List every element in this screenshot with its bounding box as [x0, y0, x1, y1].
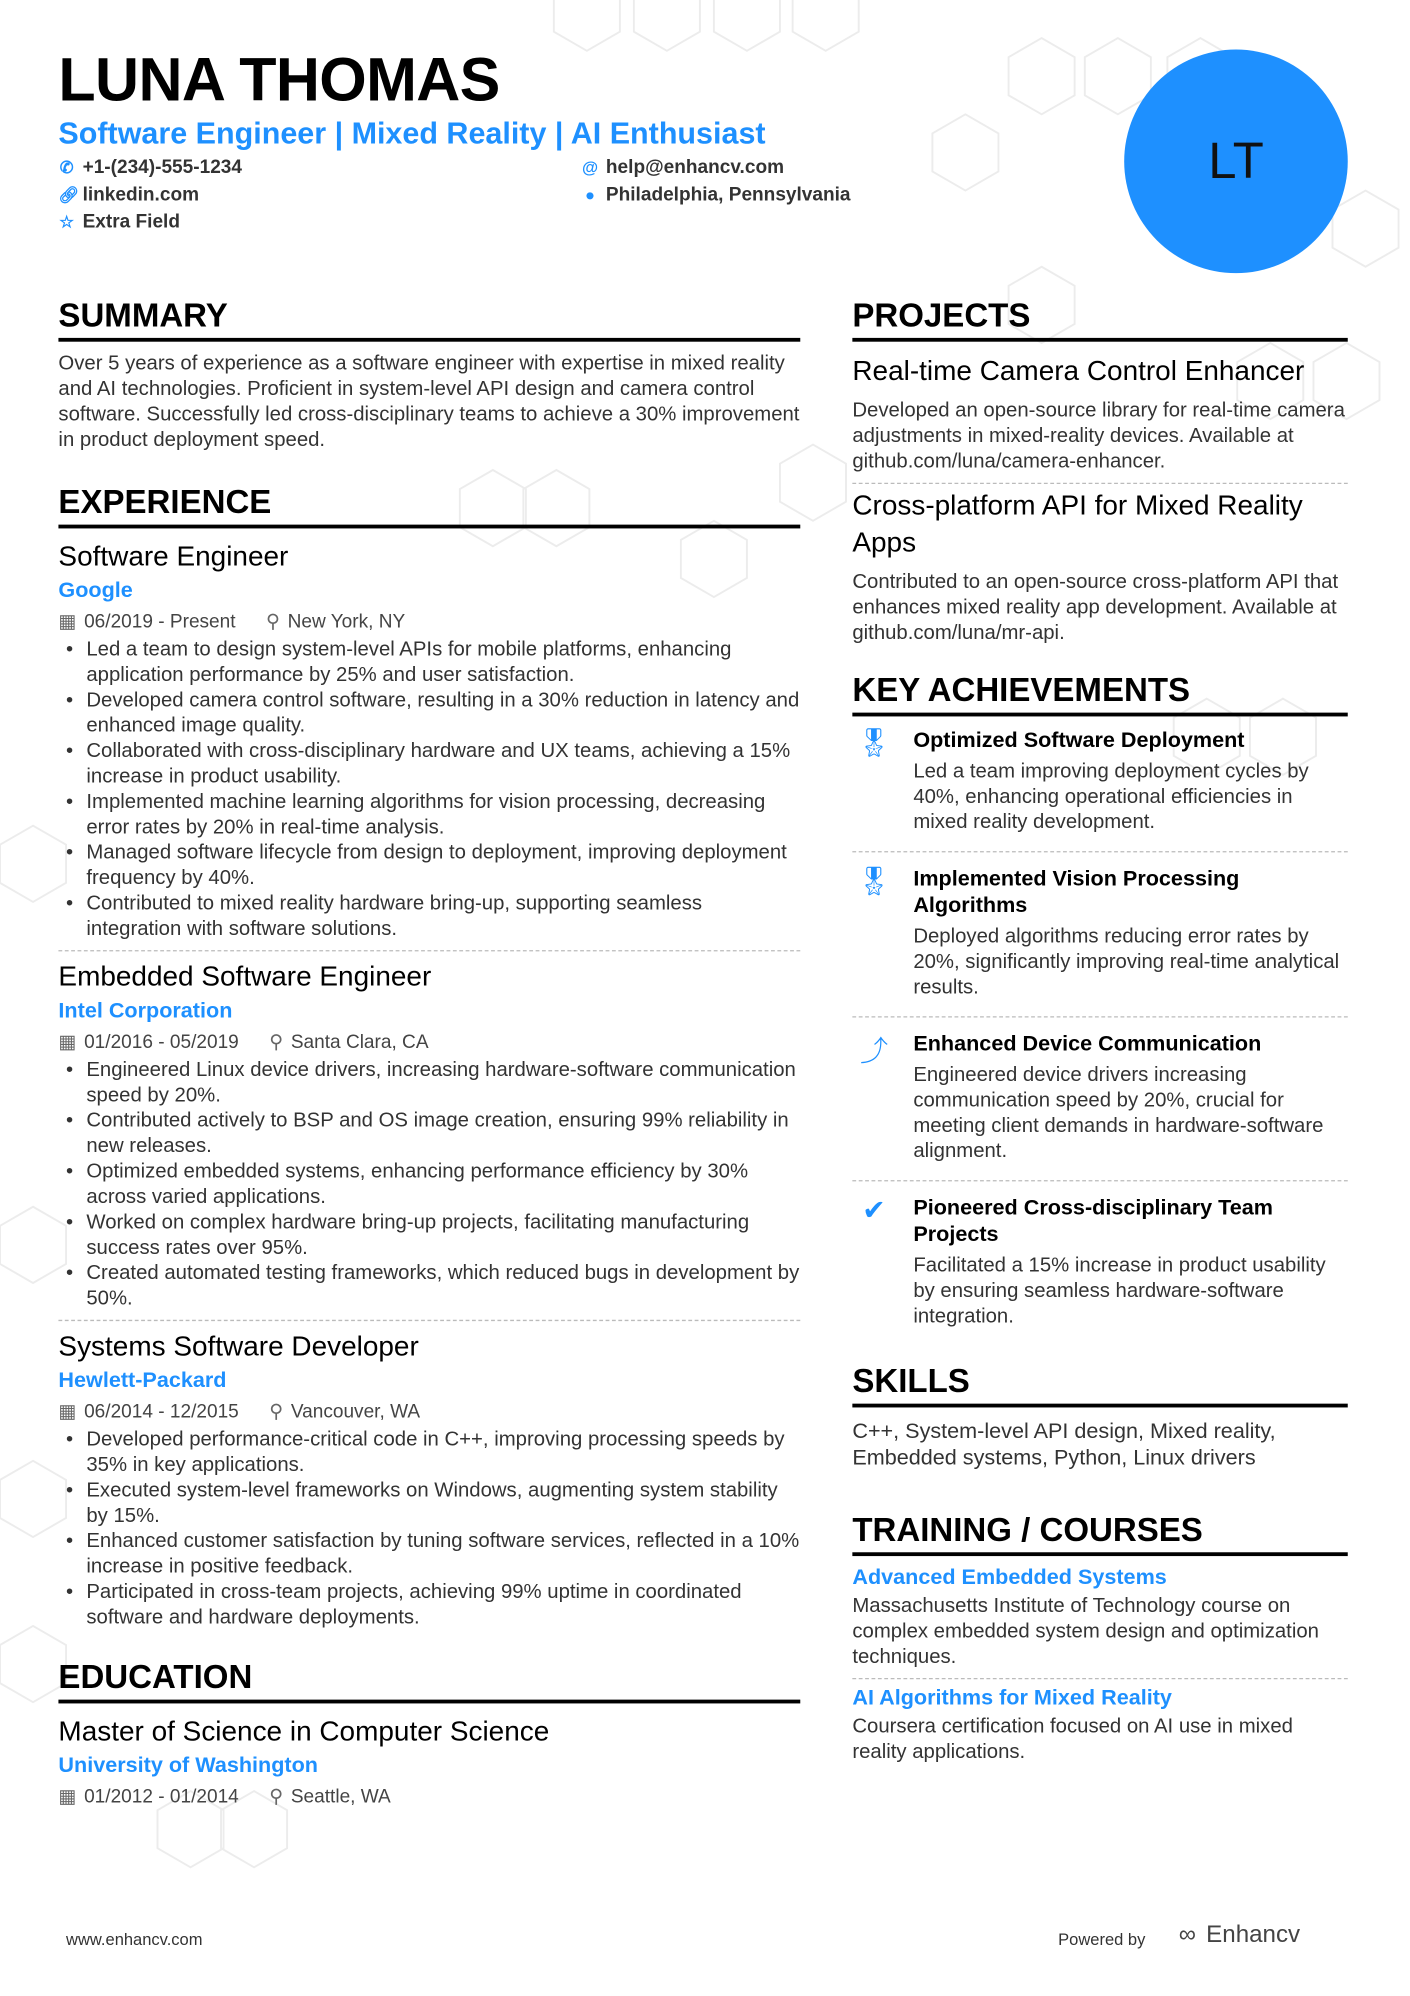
achievement-content [913, 1194, 1347, 1330]
location [582, 184, 851, 206]
avatar-initials: LT [1208, 132, 1264, 189]
job-bullet: • Enhanced customer satisfaction by tuning software services, reflected in a 10% increase in positive feedback. [58, 1529, 800, 1580]
education-location: Seattle, WA [290, 1785, 391, 1808]
calendar-icon: ▦ [58, 1401, 77, 1423]
job-location-wrap [266, 607, 405, 637]
avatar [1124, 50, 1348, 274]
hexagon-shape [554, 0, 620, 51]
achievement-title: Optimized Software Deployment [913, 727, 1245, 752]
hexagon-shape [0, 1461, 66, 1537]
job-dates-wrap [58, 1028, 238, 1058]
divider [852, 1180, 1347, 1181]
checkmark-icon: ✔ [862, 1194, 886, 1226]
enhancv-logo-icon: ∞ [1178, 1921, 1197, 1949]
candidate-title: Software Engineer | Mixed Reality | AI Enthusiast [58, 116, 766, 152]
degree: Master of Science in Computer Science [58, 1714, 550, 1747]
hexagon-shape [932, 114, 998, 190]
experience-entry [58, 959, 800, 1321]
location-pin-icon: ⚲ [269, 1401, 284, 1423]
candidate-name: LUNA THOMAS [58, 46, 500, 115]
achievement-description: Engineered device drivers increasing communication speed by 20%, crucial for meeting client demands in hardware-software alignment. [913, 1064, 1324, 1163]
job-meta [58, 1397, 800, 1427]
right-column [852, 295, 1347, 1766]
job-role: Software Engineer [58, 539, 289, 572]
calendar-icon: ▦ [58, 1785, 77, 1808]
experience-entry [58, 1329, 800, 1631]
location-pin-icon: ● [585, 185, 596, 205]
education-heading: EDUCATION [58, 1656, 800, 1703]
course-title: AI Algorithms for Mixed Reality [852, 1685, 1172, 1710]
enhancv-logo-text: Enhancv [1206, 1921, 1301, 1949]
location-text: Philadelphia, Pennsylvania [605, 184, 851, 206]
footer-powered-by: Powered by [1058, 1929, 1146, 1949]
phone-icon: ✆ [59, 156, 74, 176]
achievement-item [852, 1184, 1347, 1338]
job-role: Embedded Software Engineer [58, 960, 432, 993]
hexagon-shape [714, 0, 780, 51]
skills-heading: SKILLS [852, 1360, 1347, 1407]
hexagon-shape [0, 1626, 66, 1702]
job-bullet: • Contributed actively to BSP and OS image creation, ensuring 99% reliability in new releases. [58, 1109, 800, 1160]
extra-field-text: Extra Field [82, 210, 181, 233]
job-bullet: • Participated in cross-team projects, achieving 99% uptime in coordinated software and hardware deployments. [58, 1580, 800, 1631]
phone [58, 156, 242, 178]
projects-heading: PROJECTS [852, 295, 1347, 342]
job-bullet: • Optimized embedded systems, enhancing performance efficiency by 30% across varied applications. [58, 1160, 800, 1211]
extra-field [58, 211, 180, 233]
achievements-heading: KEY ACHIEVEMENTS [852, 669, 1347, 716]
job-meta [58, 607, 800, 637]
achievement-content [913, 865, 1347, 1001]
achievement-item [852, 716, 1347, 843]
summary-text: Over 5 years of experience as a software engineer with expertise in mixed reality and AI technologies. Proficient in system-level API design and camera control software. Successfully led cross-disciplinary teams to achieve a 30% improvement in product deployment speed. [58, 353, 800, 451]
project-title: Real-time Camera Control Enhancer [852, 354, 1305, 387]
job-bullet: • Contributed to mixed reality hardware bring-up, supporting seamless integration with software solutions. [58, 892, 800, 943]
achievement-content [913, 727, 1347, 836]
divider [852, 851, 1347, 852]
school: University of Washington [58, 1752, 318, 1778]
job-role: Systems Software Developer [58, 1329, 419, 1362]
job-bullet: • Collaborated with cross-disciplinary hardware and UX teams, achieving a 15% increase in product usability. [58, 739, 800, 790]
route-icon: ⤴ [859, 1035, 888, 1068]
hexagon-shape [793, 0, 859, 51]
divider [852, 1016, 1347, 1017]
achievement-title: Enhanced Device Communication [913, 1031, 1262, 1056]
hexagon-shape [0, 826, 66, 902]
job-dates: 01/2016 - 05/2019 [84, 1031, 239, 1054]
course-description: Coursera certification focused on AI use in mixed reality applications. [852, 1716, 1293, 1764]
job-dates: 06/2019 - Present [84, 610, 236, 633]
at-icon: @ [581, 157, 599, 177]
hexagon-shape [0, 1207, 66, 1283]
award-ribbon-icon: 🎖︎ [856, 865, 892, 897]
linkedin-link[interactable]: linkedin.com [82, 184, 200, 206]
job-dates-wrap [58, 1397, 238, 1427]
job-bullets [58, 638, 800, 943]
location-pin-icon: ⚲ [266, 610, 281, 633]
courses-list [852, 1561, 1347, 1766]
achievement-content [913, 1030, 1347, 1165]
experience-list [58, 539, 800, 1631]
job-location-wrap [269, 1397, 420, 1427]
job-bullet: • Developed camera control software, resulting in a 30% reduction in latency and enhanced image quality. [58, 688, 800, 739]
course-title: Advanced Embedded Systems [852, 1564, 1167, 1590]
hexagon-shape [634, 0, 700, 51]
job-bullet: • Created automated testing frameworks, which reduced bugs in development by 50%. [58, 1261, 800, 1312]
job-bullets [58, 1058, 800, 1312]
job-bullet: • Managed software lifecycle from design to deployment, improving deployment frequency by 40%. [58, 841, 800, 892]
star-icon: ☆ [59, 211, 75, 231]
divider [58, 1320, 800, 1321]
achievements-list [852, 716, 1347, 1337]
job-location: New York, NY [287, 610, 406, 633]
calendar-icon: ▦ [58, 610, 77, 633]
footer-url[interactable]: www.enhancv.com [66, 1929, 203, 1949]
job-company: Hewlett-Packard [58, 1368, 227, 1393]
training-heading: TRAINING / COURSES [852, 1509, 1347, 1556]
job-location: Vancouver, WA [290, 1401, 421, 1423]
achievement-item [852, 855, 1347, 1009]
experience-heading: EXPERIENCE [58, 481, 800, 528]
divider [852, 483, 1347, 484]
link-icon: 🔗︎ [58, 184, 80, 204]
left-column [58, 295, 800, 1813]
job-bullet: • Executed system-level frameworks on Windows, augmenting system stability by 15%. [58, 1479, 800, 1530]
enhancv-logo[interactable] [1179, 1922, 1300, 1950]
job-dates-wrap [58, 607, 235, 637]
award-ribbon-icon: 🎖︎ [856, 726, 892, 759]
experience-entry [58, 539, 800, 952]
achievement-description: Facilitated a 15% increase in product usability by ensuring seamless hardware-software integration. [913, 1255, 1326, 1328]
hexagon-shape [1009, 38, 1075, 114]
job-bullet: • Engineered Linux device drivers, increasing hardware-software communication speed by 20%. [58, 1058, 800, 1109]
course-description: Massachusetts Institute of Technology course on complex embedded system design and optimization techniques. [852, 1595, 1319, 1668]
calendar-icon: ▦ [58, 1031, 77, 1054]
email[interactable] [582, 156, 784, 178]
projects-list [852, 352, 1347, 647]
education-dates: 01/2012 - 01/2014 [84, 1785, 239, 1808]
skills-text: C++, System-level API design, Mixed reality, Embedded systems, Python, Linux drivers [852, 1418, 1276, 1470]
summary-heading: SUMMARY [58, 295, 800, 342]
phone-text: +1-(234)-555-1234 [82, 156, 243, 178]
job-location: Santa Clara, CA [290, 1031, 429, 1054]
job-bullet: • Developed performance-critical code in C++, improving processing speeds by 35% in key applications. [58, 1428, 800, 1479]
divider [852, 1678, 1347, 1679]
project-description: Contributed to an open-source cross-platform API that enhances mixed reality app development. Available at github.com/luna/mr-api. [852, 571, 1339, 645]
job-location-wrap [269, 1028, 428, 1058]
job-company: Intel Corporation [58, 998, 233, 1023]
achievement-title: Pioneered Cross-disciplinary Team Projects [913, 1195, 1273, 1247]
job-bullet: • Worked on complex hardware bring-up projects, facilitating manufacturing success rates over 95%. [58, 1211, 800, 1262]
achievement-title: Implemented Vision Processing Algorithms [913, 866, 1240, 918]
job-company: Google [58, 577, 133, 603]
achievement-description: Deployed algorithms reducing error rates by 20%, significantly improving real-time analytical results. [913, 926, 1340, 999]
project-title: Cross-platform API for Mixed Reality Apps [852, 489, 1303, 558]
project-description: Developed an open-source library for real-time camera adjustments in mixed-reality devices. Available at github.com/luna/camera-enhancer. [852, 400, 1345, 473]
job-bullet: • Led a team to design system-level APIs for mobile platforms, enhancing application performance by 25% and user satisfaction. [58, 638, 800, 689]
job-meta [58, 1028, 800, 1058]
hexagon-shape [1333, 191, 1399, 267]
job-bullets [58, 1428, 800, 1631]
achievement-item [852, 1020, 1347, 1172]
achievement-description: Led a team improving deployment cycles by 40%, enhancing operational efficiencies in mixed reality development. [913, 760, 1309, 834]
linkedin[interactable] [58, 184, 199, 206]
education-meta [58, 1782, 800, 1812]
location-pin-icon: ⚲ [269, 1785, 284, 1808]
job-bullet: • Implemented machine learning algorithms for vision processing, decreasing error rates by 20% in real-time analysis. [58, 790, 800, 841]
location-pin-icon: ⚲ [269, 1031, 284, 1054]
email-link[interactable]: help@enhancv.com [605, 156, 785, 178]
job-dates: 06/2014 - 12/2015 [84, 1401, 239, 1423]
divider [58, 950, 800, 951]
